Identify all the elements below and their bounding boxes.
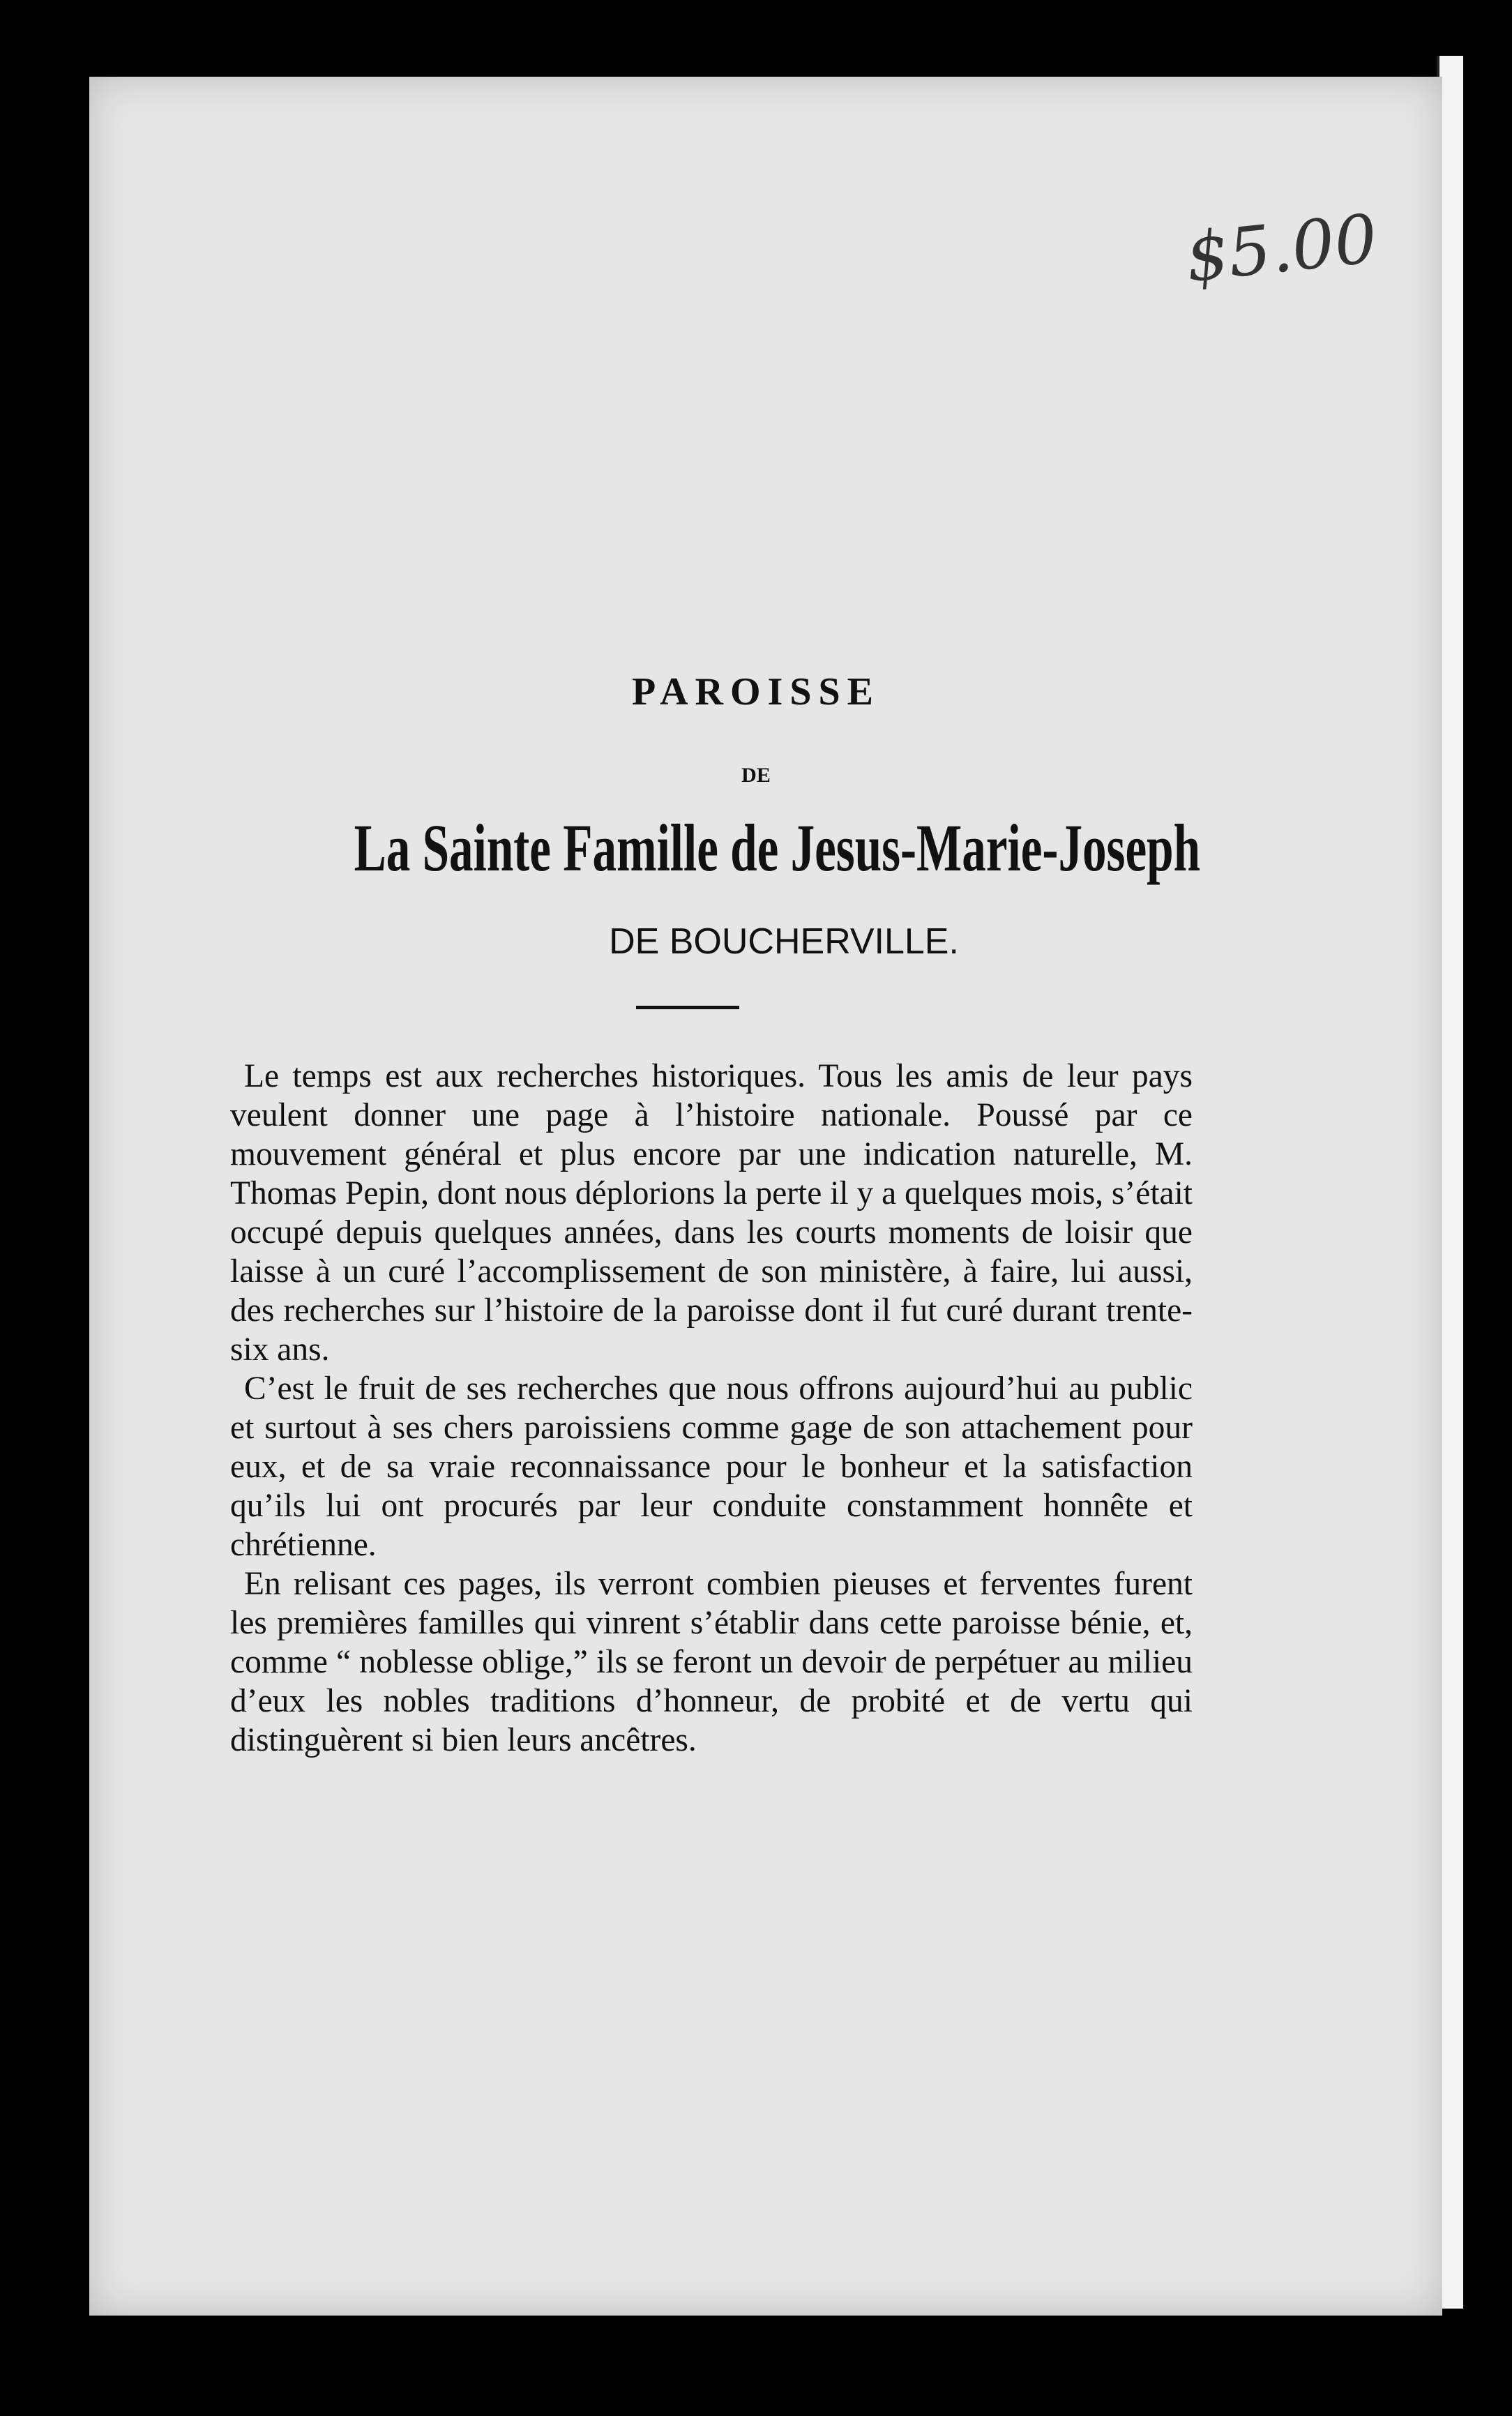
handwritten-price-note: $5.00 [1181,199,1381,298]
paragraph-2: C’est le fruit de ses recherches que nous offrons aujourd’hui au public et surtout à ses chers paroissiens comme gage de son attachement pour eux, et de sa vraie reconnaissance pour le bonheur et la satisfaction qu’ils lui ont procurés par leur conduite constamment honnête et chrétienne. [230,1371,1193,1563]
title-divider [636,1006,739,1009]
paragraph-1: Le temps est aux recherches historiques. Tous les amis de leur pays veulent donner une page à l’histoire nationale. Poussé par ce mouvement général et plus encore par une indication naturelle, M. Thomas Pepin, dont nous déplorions la perte il y a quelques mois, s’était occupé depuis quelques années, dans les courts moments de loisir que laisse à un curé l’accomplissement de son ministère, à faire, lui aussi, des recherches sur l’histoire de la paroisse dont il fut curé durant trente-six ans. [230,1058,1193,1368]
title-parish-name: La Sainte Famille de Jesus-Marie-Joseph [354,810,1201,885]
paragraph-3: En relisant ces pages, ils verront combien pieuses et ferventes furent les premières familles qui vinrent s’établir dans cette paroisse bénie, et, comme “ noblesse oblige,” ils se feront un devoir de perpétuer au milieu d’eux les nobles traditions d’honneur, de probité et de vertu qui distinguèrent si bien leurs ancêtres. [230,1566,1193,1758]
title-boucherville: DE BOUCHERVILLE. [609,921,959,962]
title-paroisse: PAROISSE [632,670,880,714]
body-text [230,1057,1193,1760]
title-de: DE [741,764,771,787]
